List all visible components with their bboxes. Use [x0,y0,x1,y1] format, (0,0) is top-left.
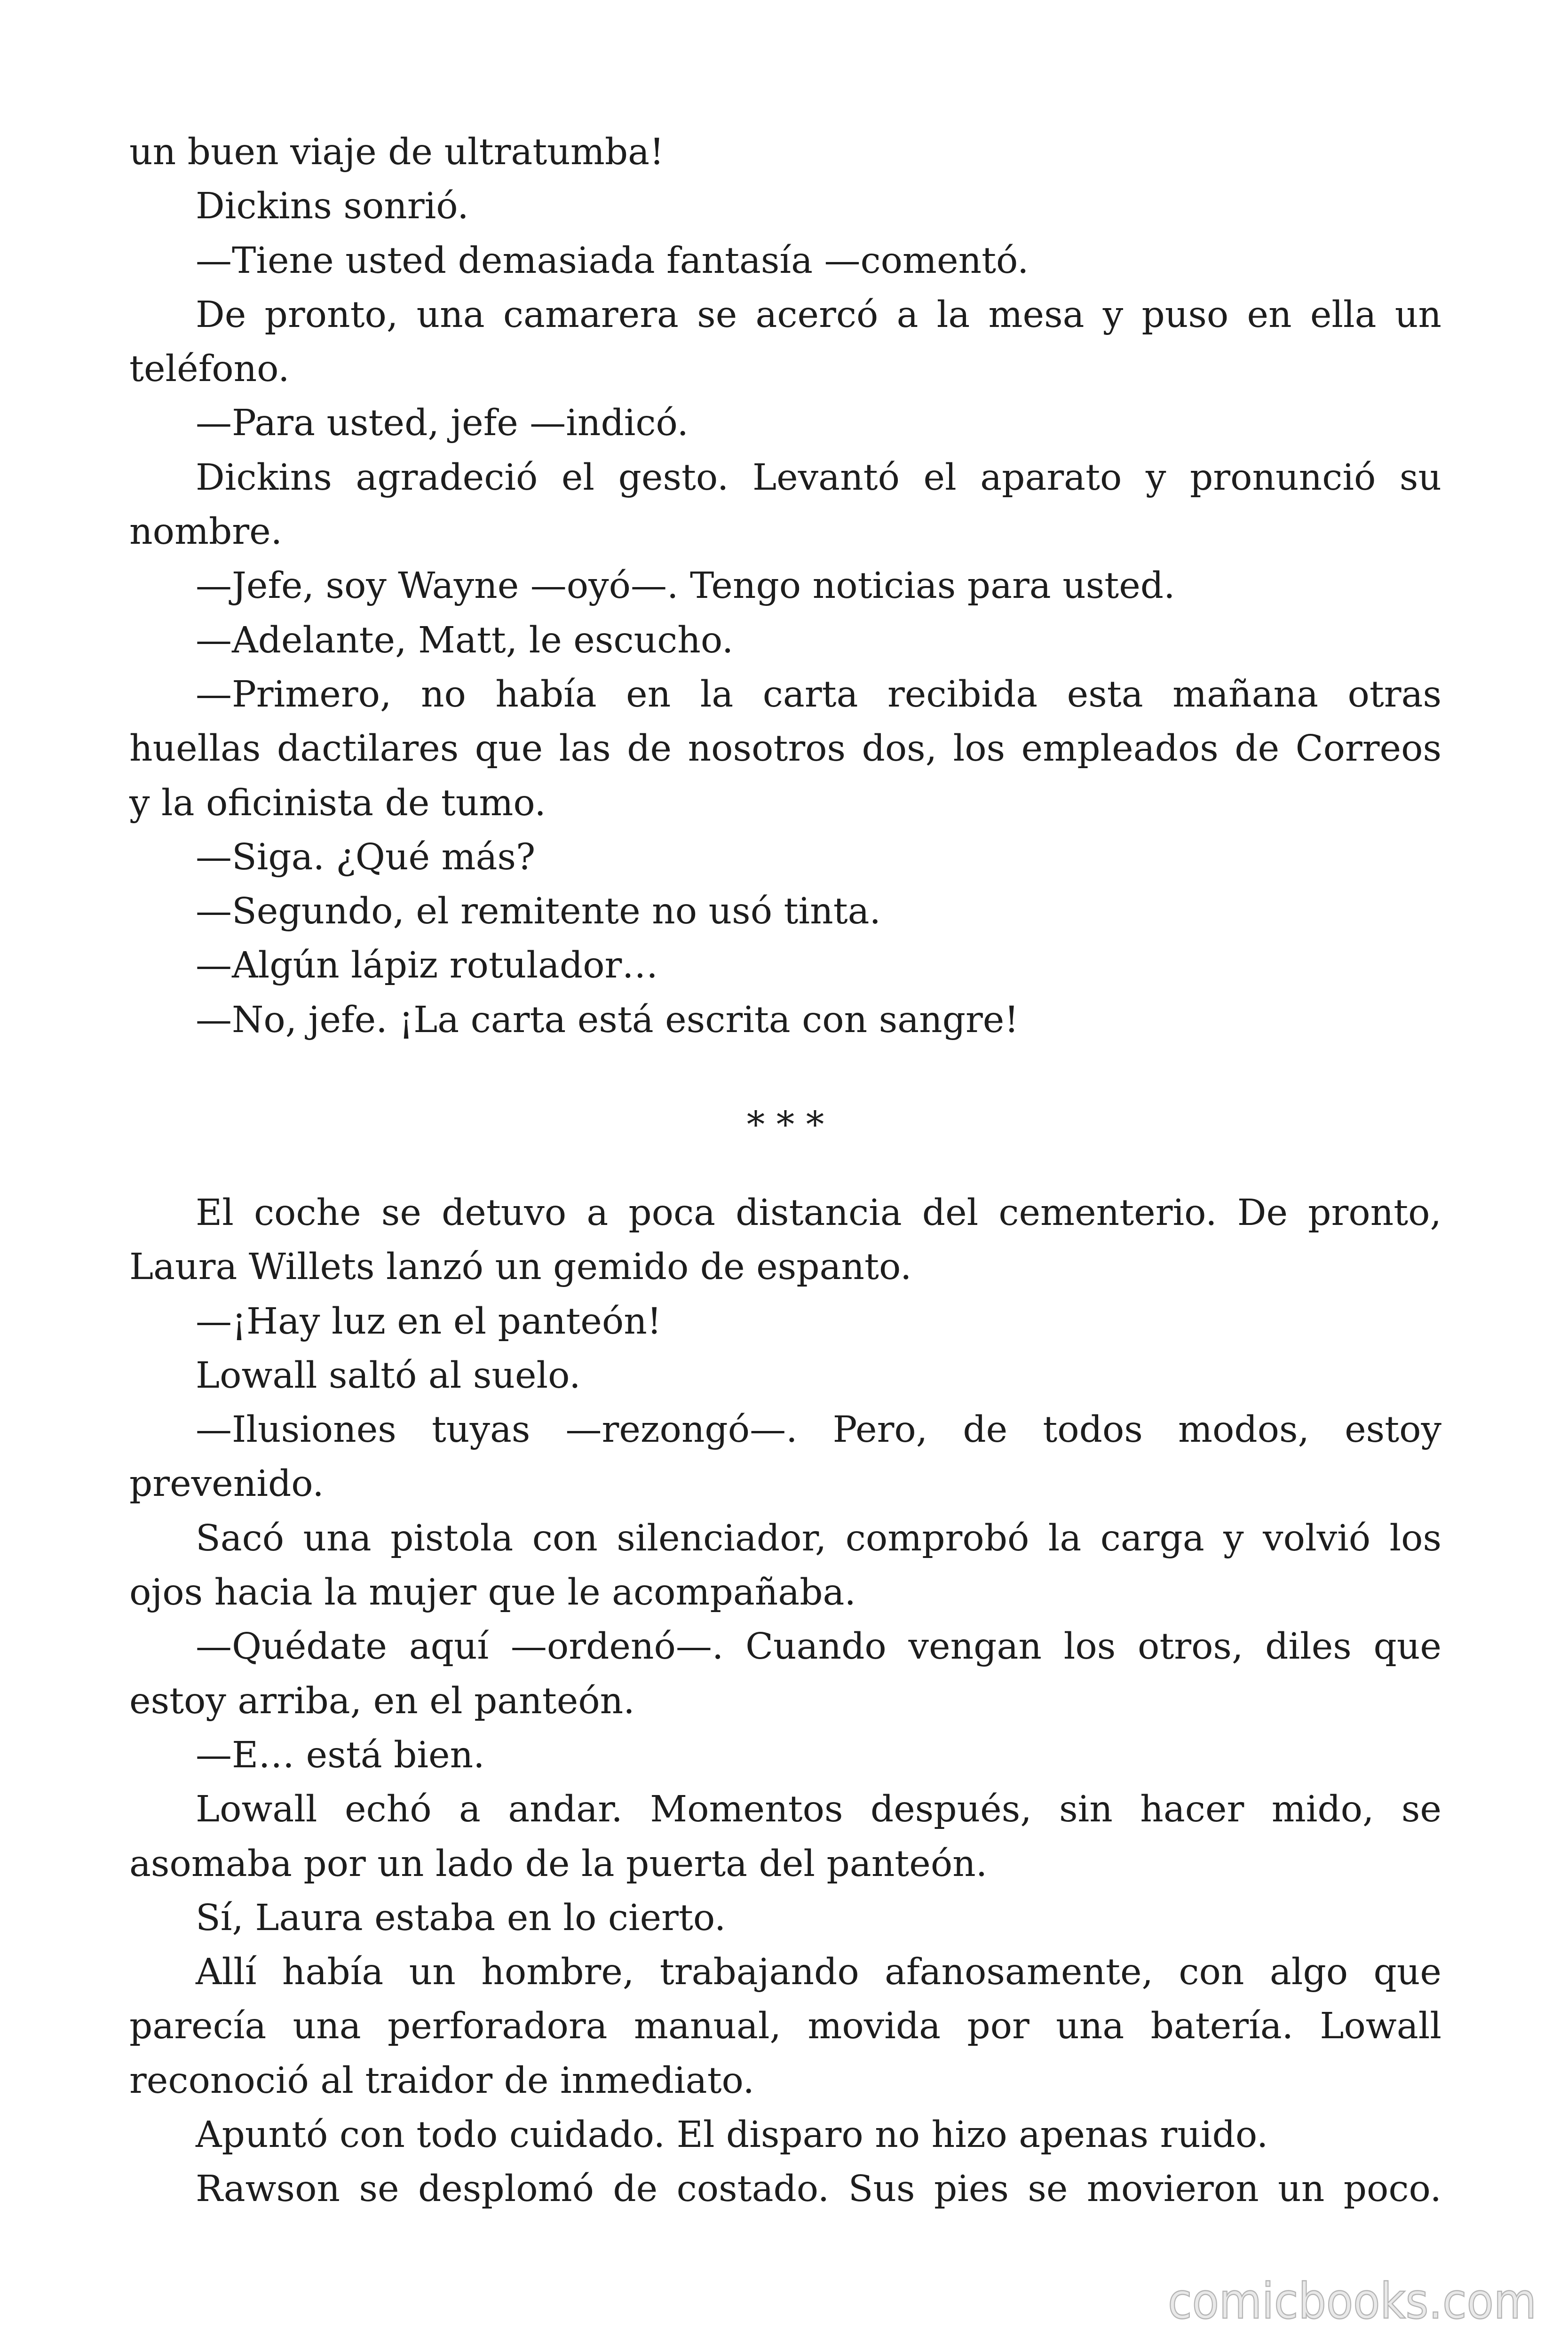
paragraph [129,451,1441,559]
paragraph [129,1511,1441,1620]
paragraph [129,1728,1441,1782]
paragraph [129,884,1441,938]
text-line: —Siga. ¿Qué más? [196,836,536,878]
text-line: ojos hacia la mujer que le acompañaba. [129,1572,856,1614]
text-line: Allí había un hombre, trabajando afanosamente, con algo que [196,1951,1441,1994]
paragraph [129,234,1441,288]
paragraph [129,1782,1441,1891]
paragraph [129,1891,1441,1945]
paragraph [129,1186,1441,1295]
text-line: un buen viaje de ultratumba! [129,131,665,173]
text-line: estoy arriba, en el panteón. [129,1680,635,1722]
text-line: De pronto, una camarera se acercó a la mesa y puso en ella un [196,294,1441,336]
paragraph [129,1403,1441,1511]
text-line: Laura Willets lanzó un gemido de espanto. [129,1246,912,1288]
text-line: —E… está bien. [196,1734,485,1776]
text-line: Lowall saltó al suelo. [196,1354,581,1397]
paragraph [129,613,1441,667]
text-block-before-break [129,125,1441,1047]
text-line: Lowall echó a andar. Momentos después, sin hacer mido, se [196,1788,1441,1831]
text-line: y la oficinista de tumo. [129,782,546,824]
paragraph [129,830,1441,884]
text-line: asomaba por un lado de la puerta del panteón. [129,1843,988,1885]
paragraph [129,2162,1441,2216]
text-line: —Tiene usted demasiada fantasía —comentó. [196,239,1029,282]
paragraph [129,667,1441,830]
paragraph [129,938,1441,993]
text-line: Sí, Laura estaba en lo cierto. [196,1897,726,1939]
paragraph [129,1349,1441,1403]
text-line: prevenido. [129,1463,324,1505]
text-line: Rawson se desplomó de costado. Sus pies se movieron un poco. [196,2168,1441,2210]
text-line: Dickins sonrió. [196,185,469,228]
text-line: —Adelante, Matt, le escucho. [196,619,734,661]
text-line: —Jefe, soy Wayne —oyó—. Tengo noticias para usted. [196,565,1175,607]
paragraph [129,179,1441,233]
text-line: Sacó una pistola con silenciador, comprobó la carga y volvió los [196,1517,1441,1559]
text-line: reconoció al traidor de inmediato. [129,2059,755,2102]
text-line: —No, jefe. ¡La carta está escrita con sangre! [196,999,1019,1041]
text-line: —Para usted, jefe —indicó. [196,402,689,445]
paragraph [129,1295,1441,1349]
text-line: Dickins agradeció el gesto. Levantó el aparato y pronunció su [196,456,1441,499]
paragraph [129,125,1441,179]
text-line: teléfono. [129,348,290,390]
paragraph [129,1620,1441,1728]
text-line: El coche se detuvo a poca distancia del cementerio. De pronto, [196,1192,1441,1234]
text-line: —¡Hay luz en el panteón! [196,1300,662,1343]
text-line: —Algún lápiz rotulador… [196,945,658,987]
text-line: —Ilusiones tuyas —rezongó—. Pero, de todos modos, estoy [196,1409,1441,1451]
text-line: huellas dactilares que las de nosotros dos, los empleados de Correos [129,728,1441,770]
section-separator: * * * [746,1104,824,1146]
paragraph [129,396,1441,450]
paragraph [129,1945,1441,2108]
paragraph [129,559,1441,613]
text-line: nombre. [129,511,283,553]
text-block-after-break [129,1186,1441,2217]
text-line: —Quédate aquí —ordenó—. Cuando vengan los otros, diles que [196,1626,1441,1668]
paragraph [129,993,1441,1047]
text-line: parecía una perforadora manual, movida por una batería. Lowall [129,2005,1441,2048]
paragraph [129,2108,1441,2162]
text-line: —Primero, no había en la carta recibida esta mañana otras [196,673,1441,715]
watermark-text: comicbooks.com [1168,2273,1536,2330]
paragraph [129,288,1441,397]
text-line: Apuntó con todo cuidado. El disparo no hizo apenas ruido. [196,2114,1268,2156]
text-line: —Segundo, el remitente no usó tinta. [196,890,881,933]
